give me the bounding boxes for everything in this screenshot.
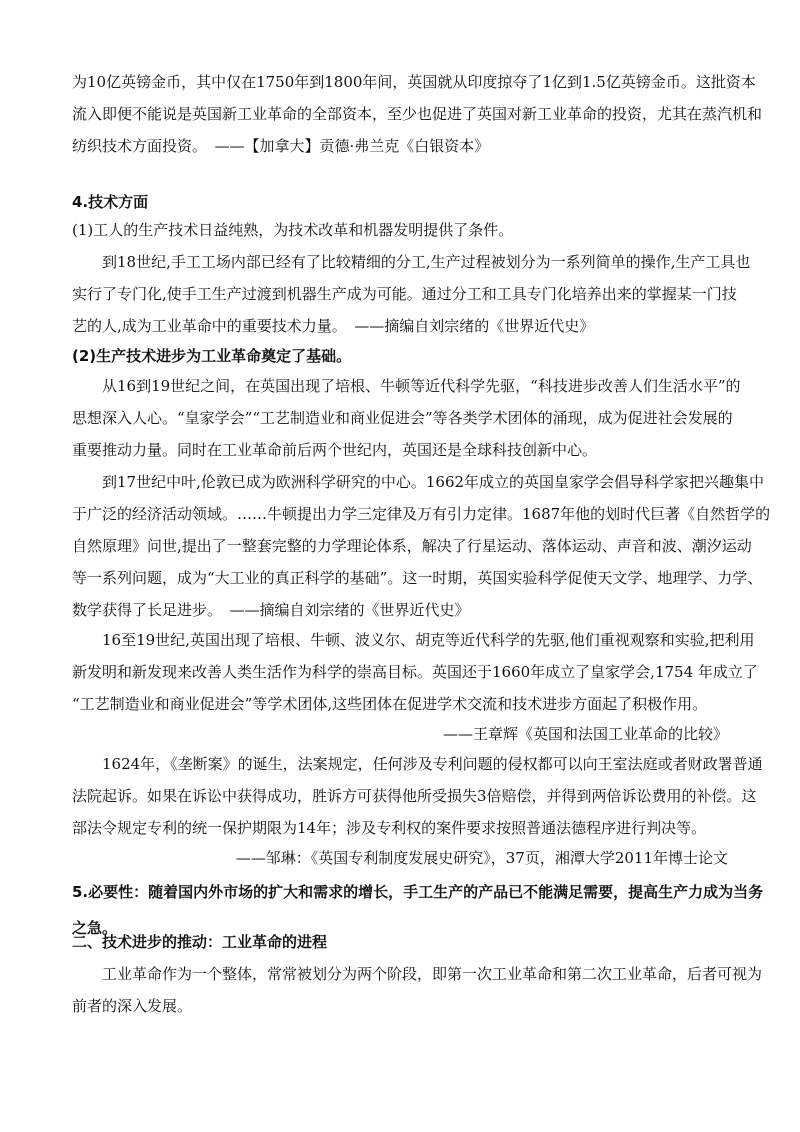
subheading-text: (2)生产技术进步为工业革命奠定了基础。	[72, 347, 352, 365]
text-line: 新发明和新发现来改善人类生活作为科学的崇高目标。英国还于1660年成立了皇家学会,1754 年成立了	[72, 663, 758, 681]
text-line: 重要推动力量。同时在工业革命前后两个世纪内，英国还是全球科技创新中心。	[72, 441, 598, 459]
text-line: 到17世纪中叶,伦敦已成为欧洲科学研究的中心。1662年成立的英国皇家学会倡导科学家把兴趣集中	[102, 473, 765, 491]
text-line: 等一系列问题，成为“大工业的真正科学的基础”。这一时期，英国实验科学促使天文学、地理学、力学、	[72, 569, 763, 587]
text-line: 实行了专门化,使手工生产过渡到机器生产成为可能。通过分工和工具专门化培养出来的掌握某一门技	[72, 285, 737, 303]
text-line: 到18世纪,手工工场内部已经有了比较精细的分工,生产过程被划分为一系列简单的操作,生产工具也	[102, 253, 751, 271]
text-line: 16至19世纪,英国出现了培根、牛顿、波义尔、胡克等近代科学的先驱,他们重视观察和实验,把利用	[102, 631, 755, 649]
text-line: 自然原理》问世,提出了一整套完整的力学理论体系，解决了行星运动、落体运动、声音和波、潮汐运动	[72, 537, 752, 555]
citation-wang: ——王章辉《英国和法国工业革命的比较》	[442, 725, 728, 743]
text-line: 从16到19世纪之间，在英国出现了培根、牛顿等近代科学先驱，“科技进步改善人们生活水平”的	[102, 377, 741, 395]
heading-text: 二、技术进步的推动：工业革命的进程	[72, 933, 328, 951]
heading-text: 之急。	[72, 919, 118, 937]
text-line: 于广泛的经济活动领域。……牛顿提出力学三定律及万有引力定律。1687年他的划时代巨著《自然哲学的	[72, 505, 771, 523]
subheading-text: (1)工人的生产技术日益纯熟，为技术改革和机器发明提供了条件。	[72, 221, 514, 239]
paragraph-monopoly-act	[72, 748, 763, 844]
text-line: 前者的深入发展。	[72, 997, 193, 1015]
text-line: 思想深入人心。“皇家学会”“工艺制造业和商业促进会”等各类学术团体的涌现，成为促进社会发展的	[72, 409, 733, 427]
heading-text: 4.技术方面	[72, 193, 149, 211]
paragraph-scientific-societies	[72, 624, 758, 720]
text-line: 流入即便不能说是英国新工业革命的全部资本，至少也促进了英国对新工业革命的投资，尤其在蒸汽机和	[72, 105, 763, 123]
heading-text: 5.必要性：随着国内外市场的扩大和需求的增长，手工生产的产品已不能满足需要，提高生产力成为当务	[72, 883, 764, 901]
text-line: 数学获得了长足进步。 ——摘编自刘宗绪的《世界近代史》	[72, 601, 470, 619]
paragraph-capital-source	[72, 66, 763, 162]
text-line: 为10亿英镑金币，其中仅在1750年到1800年间，英国就从印度掠夺了1亿到1.5亿英镑金币。这批资本	[72, 73, 756, 91]
text-line: 法院起诉。如果在诉讼中获得成功，胜诉方可获得他所受损失3倍赔偿，并得到两倍诉讼费用的补偿。这	[72, 787, 757, 805]
text-line: 工业革命作为一个整体，常常被划分为两个阶段，即第一次工业革命和第二次工业革命，后者可视为	[102, 965, 763, 983]
text-line: 部法令规定专利的统一保护期限为14年；涉及专利权的案件要求按照普通法德程序进行判决等。	[72, 819, 707, 837]
section-heading-progress	[72, 926, 728, 958]
paragraph-royal-society	[72, 466, 771, 626]
text-line: 1624年，《垄断案》的诞生，法案规定，任何涉及专利问题的侵权都可以向王室法庭或者财政署普通	[102, 755, 763, 773]
paragraph-division-of-labor	[72, 246, 751, 342]
text-line: 纺织技术方面投资。 ——【加拿大】贡德·弗兰克《白银资本》	[72, 137, 490, 155]
subheading-tech-progress	[72, 340, 728, 372]
text-line: 艺的人,成为工业革命中的重要技术力量。 ——摘编自刘宗绪的《世界近代史》	[72, 317, 595, 335]
subheading-worker-skill	[72, 214, 728, 246]
paragraph-two-stages	[72, 958, 763, 1022]
citation-zou: ——邹琳：《英国专利制度发展史研究》，37页，湘潭大学2011年博士论文	[235, 849, 728, 867]
text-line: “工艺制造业和商业促进会”等学术团体,这些团体在促进学术交流和技术进步方面起了积极作用。	[72, 695, 708, 713]
paragraph-science-pioneers	[72, 370, 741, 466]
